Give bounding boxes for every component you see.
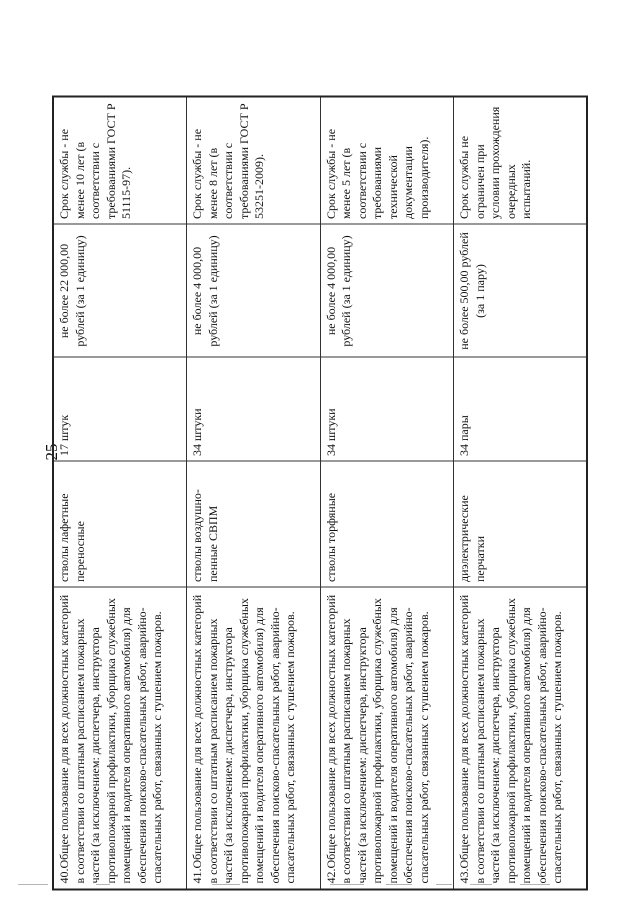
table-row [53,97,187,890]
norms-table-wrapper [52,98,588,891]
usage-description-cell: 41.Общее пользование для всех должностных категорий в соответствии со штатным расписанием пожарных частей (за исключением: диспетчера, инструктора противопожарной профилактики, уборщика служебных помещений и водителя оперативного автомобиля) для обеспечения поисково-спасательных работ, аварийно-спасательных работ, связанных с тушением пожаров. [187,588,321,890]
table-row [187,97,321,890]
norms-table [52,96,588,891]
scan-artifact-line [436,884,452,885]
scan-artifacts [0,884,640,890]
item-name-cell: стволы воздушно-пенные СВПМ [187,462,321,588]
scan-artifact-line [96,884,110,885]
quantity-cell: 17 штук [53,358,187,462]
quantity-cell: 34 штуки [187,358,321,462]
scan-artifact-line [18,884,48,885]
item-name-cell: стволы лафетные переносные [53,462,187,588]
quantity-cell: 34 пары [454,358,588,462]
table-row [320,97,454,890]
usage-description-cell: 40.Общее пользование для всех должностных категорий в соответствии со штатным расписанием пожарных частей (за исключением: диспетчера, инструктора противопожарной профилактики, уборщика служебных помещений и водителя оперативного автомобиля) для обеспечения поисково-спасательных работ, аварийно-спасательных работ, связанных с тушением пожаров. [53,588,187,890]
service-life-cell: Срок службы не ограничен при условии прохождения очередных испытаний. [454,97,588,225]
service-life-cell: Срок службы - не менее 8 лет (в соответствии с требованиями ГОСТ Р 53251-2009). [187,97,321,225]
scan-artifact-line [520,884,550,885]
scan-artifact-line [330,884,364,885]
scan-artifact-line [212,884,240,885]
usage-description-cell: 42.Общее пользование для всех должностных категорий в соответствии со штатным расписанием пожарных частей (за исключением: диспетчера, инструктора противопожарной профилактики, уборщика служебных помещений и водителя оперативного автомобиля) для обеспечения поисково-спасательных работ, аварийно-спасательных работ, связанных с тушением пожаров. [320,588,454,890]
item-name-cell: диэлектрические перчатки [454,462,588,588]
usage-description-cell: 43.Общее пользование для всех должностных категорий в соответствии со штатным расписанием пожарных частей (за исключением: диспетчера, инструктора противопожарной профилактики, уборщика служебных помещений и водителя оперативного автомобиля) для обеспечения поисково-спасательных работ, аварийно-спасательных работ, связанных с тушением пожаров. [454,588,588,890]
table-row [454,97,588,890]
item-name-cell: стволы торфяные [320,462,454,588]
scan-artifact-line [470,884,492,885]
page-number: 25 [42,443,61,461]
price-cell: не более 4 000,00 рублей (за 1 единицу) [320,225,454,358]
service-life-cell: Срок службы - не менее 10 лет (в соответствии с требованиями ГОСТ Р 51115-97). [53,97,187,225]
price-cell: не более 22 000,00 рублей (за 1 единицу) [53,225,187,358]
quantity-cell: 34 штуки [320,358,454,462]
service-life-cell: Срок службы - не менее 5 лет (в соответствии с требованиями технической документации производителя). [320,97,454,225]
scan-artifact-line [386,884,412,885]
price-cell: не более 500,00 рублей (за 1 пару) [454,225,588,358]
price-cell: не более 4 000,00 рублей (за 1 единицу) [187,225,321,358]
